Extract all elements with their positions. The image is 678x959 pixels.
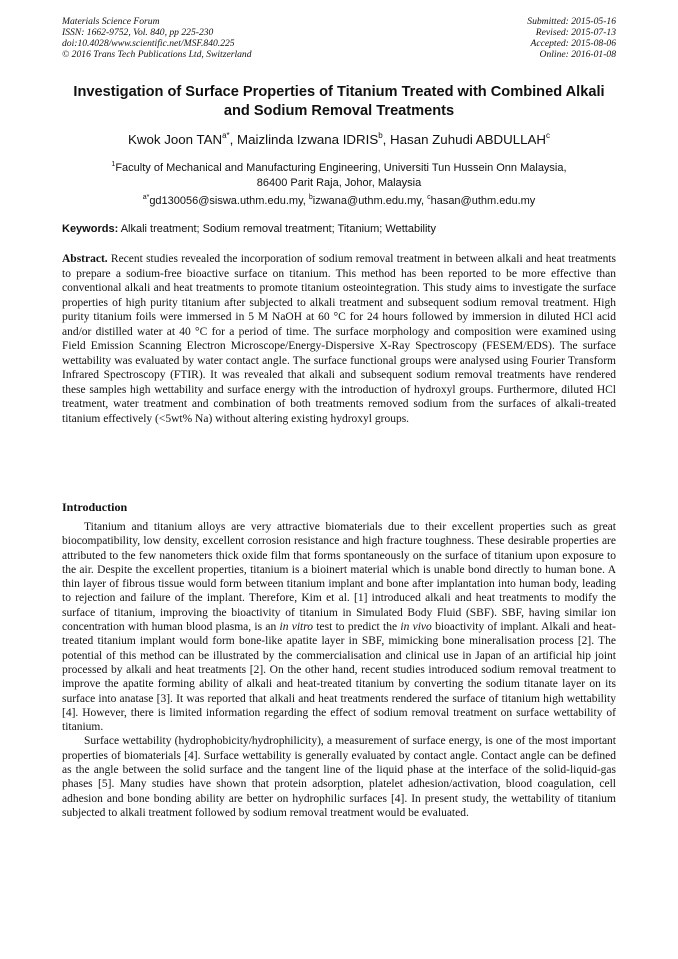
journal-name: Materials Science Forum xyxy=(62,16,160,27)
author-name: Maizlinda Izwana IDRIS xyxy=(237,132,379,147)
keywords-text: Alkali treatment; Sodium removal treatment; Titanium; Wettability xyxy=(118,223,436,235)
date-accepted: Accepted: 2015-08-06 xyxy=(530,38,616,49)
keywords-label: Keywords: xyxy=(62,223,119,235)
author-separator: , xyxy=(229,132,238,147)
affiliation-superscript: 1 xyxy=(111,161,116,168)
email-superscript: a* xyxy=(142,194,150,201)
email-superscript: c xyxy=(427,194,431,201)
affiliation xyxy=(62,157,616,191)
email-address: izwana@uthm.edu.my, xyxy=(312,195,428,207)
affiliation-line-1: $^1$Faculty of Mechanical and Manufacturing Engineering, Universiti Tun Hussein Onn Malaysia, xyxy=(111,161,567,174)
section-heading-introduction: Introduction xyxy=(62,500,128,514)
author-name: Kwok Joon TAN xyxy=(127,132,223,147)
introduction-body xyxy=(62,520,616,820)
author-name: Hasan Zuhudi ABDULLAH xyxy=(390,132,546,147)
journal-info xyxy=(62,16,252,60)
author-list xyxy=(40,131,638,147)
abstract-text: Recent studies revealed the incorporation of sodium removal treatment in between alkali and heat treatments to prepare a sodium-free bioactive surface on titanium. This method has been reported to be more effective than conventional alkali and heat treatments to promote titanium osteointegration. This study aims to investigate the surface properties of high purity titanium after subjected to alkali treatment and subsequent sodium removal treatment. High purity titanium foils were immersed in 5 M NaOH at 60 °C for 24 hours followed by immersion in diluted HCl acid and/or distilled water at 40 °C for a period of time. The surface morphology and composition were examined using Field Emission Scanning Electron Microscope/Energy-Dispersive X-Ray Spectroscopy (FESEM/EDS). The surface wettability was evaluated by water contact angle. The surface functional groups were analysed using Fourier Transform Infrared Spectroscopy (FTIR). It was revealed that alkali and subsequent sodium removal treatments have rendered these samples high wettability and surface energy with the introduction of hydroxyl groups. Furthermore, diluted HCl treatment, water treatment and combination of both treatments removed sodium from the surfaces of alkali-treated titanium effectively (<5wt% Na) without altering existing hydroxyl groups. xyxy=(62,253,616,425)
abstract-paragraph xyxy=(62,252,616,426)
author-superscript: b xyxy=(378,131,383,140)
keywords xyxy=(62,223,616,235)
issn-volume: ISSN: 1662-9752, Vol. 840, pp 225-230 xyxy=(62,27,214,38)
author-separator: , xyxy=(382,132,391,147)
email-address: hasan@uthm.edu.my xyxy=(430,195,536,207)
doi: doi:10.4028/www.scientific.net/MSF.840.225 xyxy=(62,38,235,49)
affiliation-line-2: 86400 Parit Raja, Johor, Malaysia xyxy=(256,177,422,189)
intro-paragraph-2: Surface wettability (hydrophobicity/hydrophilicity), a measurement of surface energy, is one of the most important properties of biomaterials [4]. Surface wettability is generally evaluated by contact angle. Contact angle can be defined as the angle between the solid surface and the tangent line of the liquid phase at the interface of the solid-liquid-gas phases [5]. Many studies have shown that protein adsorption, platelet adhesion/activation, blood coagulation, cell adhesion and bone bonding ability are better on hydrophilic surfaces [4]. In present study, the wettability of titanium subjected to alkali treatment followed by sodium removal treatment would be evaluated. xyxy=(62,735,616,819)
email-address: gd130056@siswa.uthm.edu.my, xyxy=(149,195,309,207)
date-revised: Revised: 2015-07-13 xyxy=(535,27,616,38)
email-superscript: b xyxy=(308,194,313,201)
author-superscript: c xyxy=(546,131,550,140)
author-superscript: a* xyxy=(222,131,230,140)
publication-dates xyxy=(527,16,616,60)
date-online: Online: 2016-01-08 xyxy=(539,49,616,60)
intro-paragraph-1: Titanium and titanium alloys are very attractive biomaterials due to their excellent properties such as great biocompatibility, low density, excellent corrosion resistance and high fracture toughness. These desirable properties are attributed to the few nanometers thick oxide film that forms spontaneously on the surface of titanium upon exposure to the air. Despite the excellent properties, titanium is a bioinert material which is unable bond directly to human bone. A thin layer of fibrous tissue would form between titanium implant and bone after implantation into human body, leading to rejection and failure of the implant. Therefore, Kim et al. [1] introduced alkali and heat treatments to modify the surface of titanium, improving the bioactivity of titanium in Simulated Body Fluid (SBF). SBF, having similar ion concentration with human blood plasma, is an in vitro test to predict the in vivo bioactivity of implant. Alkali and heat-treated titanium implant would form bone-like apatite layer in SBF, mimicking bone mineralisation process [2]. The potential of this method can be illustrated by the commercialisation and clinical use in Japan of an artificial hip joint processed by alkali and heat treatments [2]. On the other hand, recent studies introduced sodium removal treatment to improve the apatite forming ability of alkali and heat-treated titanium by converting the sodium titanate layer on its surface into anatase [3]. It was reported that alkali and heat treatments rendered the surface of titanium high wettability [4]. However, there is limited information regarding the effect of sodium removal treatment on surface wettability of titanium. xyxy=(62,521,616,734)
author-emails xyxy=(62,194,616,207)
copyright: © 2016 Trans Tech Publications Ltd, Switzerland xyxy=(62,49,252,60)
paper-title: Investigation of Surface Properties of Titanium Treated with Combined Alkali and Sodium Removal Treatments xyxy=(73,84,605,119)
date-submitted: Submitted: 2015-05-16 xyxy=(527,16,616,27)
abstract xyxy=(62,252,616,426)
abstract-label: Abstract. xyxy=(62,253,108,265)
